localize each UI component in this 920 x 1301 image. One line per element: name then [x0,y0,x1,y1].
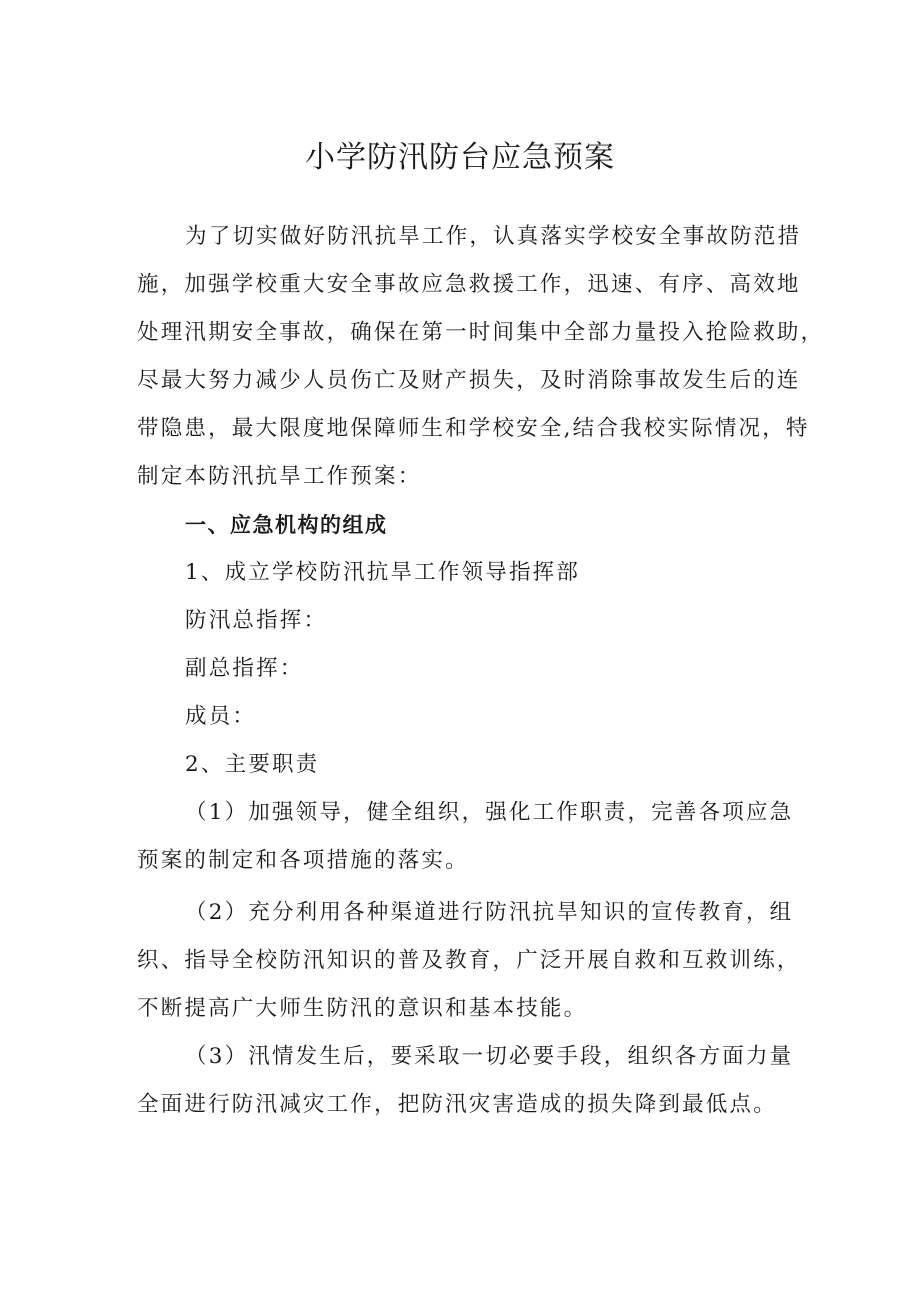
intro-line: 施，加强学校重大安全事故应急救援工作，迅速、有序、高效地 [137,272,801,297]
intro-line: 处理汛期安全事故，确保在第一时间集中全部力量投入抢险救助， [137,320,825,345]
duty-line: 不断提高广大师生防汛的意识和基本技能。 [137,996,588,1021]
duty-line: 预案的制定和各项措施的落实。 [137,848,469,873]
duty-line: 织、指导全校防汛知识的普及教育，广泛开展自救和互救训练， [137,948,801,973]
document-title: 小学防汛防台应急预案 [305,140,615,175]
section-heading: 一、应急机构的组成 [185,513,388,537]
duty-line: 全面进行防汛减灾工作，把防汛灾害造成的损失降到最低点。 [137,1092,777,1117]
list-item: 1、成立学校防汛抗旱工作领导指挥部 [185,560,581,585]
intro-line: 为了切实做好防汛抗旱工作，认真落实学校安全事故防范措 [185,224,802,249]
intro-line: 制定本防汛抗旱工作预案： [137,464,422,489]
duty-line: （1）加强领导，健全组织，强化工作职责，完善各项应急 [185,800,794,825]
duty-line: （2）充分利用各种渠道进行防汛抗旱知识的宣传教育，组 [185,900,794,925]
intro-line: 带隐患，最大限度地保障师生和学校安全,结合我校实际情况，特 [137,416,810,441]
list-item: 2、主要职责 [185,752,320,777]
duty-line: （3）汛情发生后，要采取一切必要手段，组织各方面力量 [185,1044,794,1069]
role-deputy-label: 副总指挥： [185,656,304,681]
role-members-label: 成员： [185,704,257,729]
intro-line: 尽最大努力减少人员伤亡及财产损失，及时消除事故发生后的连 [137,368,801,393]
role-commander-label: 防汛总指挥： [185,608,328,633]
